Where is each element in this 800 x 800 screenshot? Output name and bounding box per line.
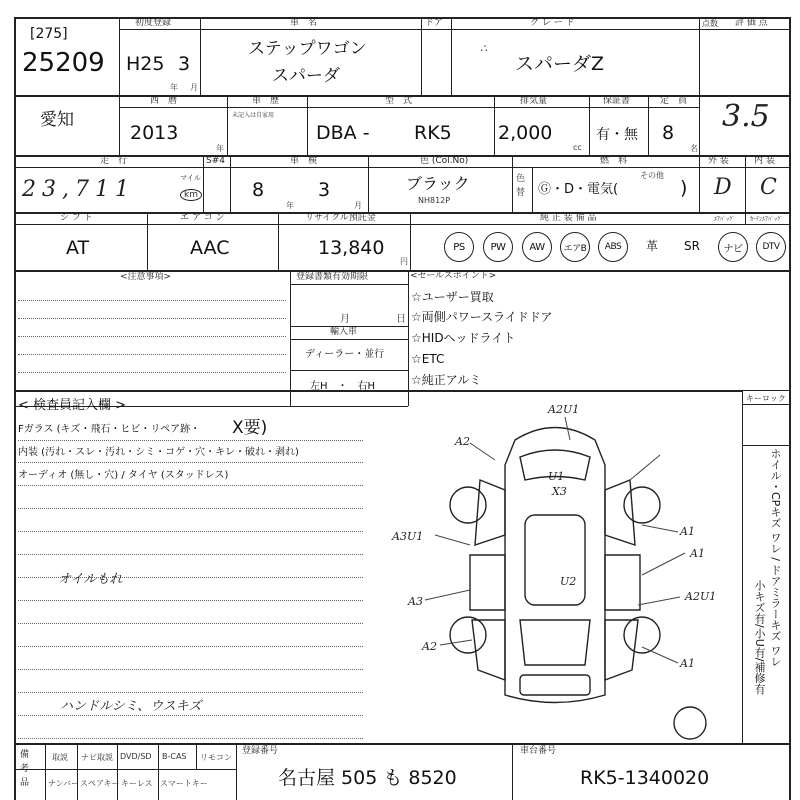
equip-abs: ABS [598, 232, 628, 262]
color-code: NH812P [418, 196, 451, 205]
cc-unit: cc [573, 143, 582, 152]
air-label: ｴｱﾊﾞｯｸﾞ [714, 216, 736, 223]
fuel-close: ) [680, 177, 688, 199]
footer-item-spare-key: スペアキー [80, 779, 120, 788]
region: 愛知 [40, 110, 74, 130]
plate-value: 名古屋 505 も 8520 [278, 767, 457, 789]
mileage-label: 走 行 [100, 156, 128, 166]
car-name-line1: ステップワゴン [248, 39, 367, 59]
ac-value: AAC [190, 237, 230, 259]
side-text: ホイル・CPキズ ワレ / ドアミラーキズ ワレ [769, 448, 782, 668]
equip-leather: 革 [646, 239, 659, 253]
displacement-value: 2,000 [498, 122, 553, 144]
first-reg-month: 3 [178, 53, 191, 75]
lot-number: 25209 [22, 48, 105, 78]
reg-month: 月 [340, 314, 350, 325]
inspection-year: 8 [252, 179, 265, 201]
color-label: 色 (Col.No) [420, 156, 469, 166]
inspection-label: 車 検 [290, 156, 318, 166]
lot-bracket: [275] [30, 26, 68, 42]
interior-value: C [760, 175, 777, 200]
footer-item-dvd: DVD/SD [120, 752, 152, 761]
mile-label: マイル [180, 174, 201, 182]
mark-a1-bottom: A1 [680, 657, 695, 670]
sales-point-1: ☆ユーザー買取 [411, 290, 494, 304]
exterior-label: 外 装 [708, 156, 729, 166]
ac-label: エ ア コ ン [180, 213, 225, 223]
inspection-year-unit: 年 [286, 201, 294, 210]
warranty-value: 有・無 [596, 127, 638, 143]
year-unit-2: 年 [216, 144, 224, 153]
exterior-value: D [714, 175, 732, 200]
equip-pw: PW [483, 232, 513, 262]
equip-sr: SR [684, 239, 700, 253]
inspector-line3: オーディオ (無し・穴) / タイヤ (スタッドレス) [18, 470, 229, 481]
first-reg-label: 初度登録 [135, 18, 172, 28]
equipment-label: 純 正 装 備 品 [540, 213, 597, 223]
plate-label: 登録番号 [242, 746, 279, 756]
equip-dtv: DTV [756, 232, 786, 262]
color-value: ブラック [406, 174, 470, 193]
handwritten-handle: ハンドルシミ、ウスキズ [60, 699, 202, 714]
footer-item-manual: 取説 [52, 753, 68, 762]
grade-value: スパーダZ [515, 53, 605, 75]
footer-item-bcas: B-CAS [162, 752, 187, 761]
import-label: 輸入車 [330, 327, 358, 337]
model-prefix: DBA - [316, 122, 370, 144]
year-unit: 年 [170, 83, 178, 92]
mark-a2-left: A2 [455, 435, 470, 448]
color-change-label: 色替 [516, 174, 526, 198]
car-diagram [380, 395, 740, 740]
yen-unit: 円 [400, 257, 408, 266]
sales-point-2: ☆両側パワースライドドア [411, 310, 553, 324]
recycle-value: 13,840 [318, 237, 385, 259]
km-label: km [180, 189, 202, 201]
grade-label: グ レ ー ド [530, 18, 575, 28]
handle-value: 左H ・ 右H [310, 381, 376, 392]
chassis-label: 車台番号 [520, 746, 557, 756]
recycle-label: リサイクル預託金 [305, 213, 376, 223]
western-label: 西 暦 [150, 96, 178, 106]
score-label: 点数 [702, 19, 718, 28]
fuel-other: その他 [640, 171, 664, 180]
fuel-label: 燃 料 [600, 156, 628, 166]
caution-label: <注意事項> [120, 272, 172, 282]
inspector-line1: Fガラス (キズ・飛石・ヒビ・リペア跡・ [18, 424, 201, 435]
warranty-label: 保証書 [603, 96, 631, 106]
western-value: 2013 [130, 122, 179, 144]
person-unit: 名 [690, 144, 698, 153]
sales-label: <セールスポイント> [410, 271, 497, 281]
car-name-label: 車 名 [290, 18, 318, 28]
handwritten-oil-leak: オイルもれ [58, 572, 123, 587]
reg-day: 日 [396, 314, 406, 325]
key-lock-label: キーロック [746, 394, 786, 403]
model-value: RK5 [414, 122, 452, 144]
footer-item-keyless: キーレス [121, 779, 153, 788]
car-name-line2: スパーダ [272, 66, 340, 86]
footer-item-navi-manual: ナビ取説 [81, 753, 113, 762]
mark-a3u1: A3U1 [392, 530, 424, 543]
mark-a1-a: A1 [680, 525, 695, 538]
mark-x3: X3 [552, 485, 567, 498]
inspection-month-unit: 月 [354, 201, 362, 210]
footer-item-remote: リモコン [200, 753, 232, 762]
side-text-2: 小キズ有/小U有/補修有 [753, 580, 766, 695]
capacity-value: 8 [662, 122, 675, 144]
month-unit: 月 [190, 83, 198, 92]
capacity-label: 定 員 [660, 96, 688, 106]
shift-value: AT [66, 237, 90, 259]
model-label: 型 式 [385, 96, 413, 106]
displacement-label: 排気量 [520, 96, 548, 106]
interior-label: 内 装 [754, 156, 775, 166]
inspector-line1-mark: X要) [232, 418, 268, 438]
equip-ps: PS [444, 232, 474, 262]
history-note: 未記入は自家用 [232, 112, 275, 119]
grade-mark: ∴ [480, 42, 487, 55]
curtain-label: ｶｰﾃﾝｴｱﾊﾞｯｸﾞ [750, 216, 784, 223]
eval-value: 3.5 [722, 99, 770, 134]
shift-label: シ フ ト [60, 213, 93, 223]
s-label: S#4 [206, 156, 225, 166]
footer-item-smart-key: スマートキー [160, 779, 208, 788]
chassis-value: RK5-1340020 [580, 767, 710, 789]
equip-airbag: エアB [560, 232, 590, 262]
mark-a1-b: A1 [690, 547, 705, 560]
mark-u1: U1 [548, 470, 565, 483]
sales-point-3: ☆HIDヘッドライト [411, 331, 516, 345]
history-label: 車 歴 [252, 96, 280, 106]
dealer-value: ディーラー・並行 [305, 349, 385, 360]
mark-a2-bottom: A2 [422, 640, 437, 653]
mark-a2u1-top: A2U1 [548, 403, 580, 416]
footer-label: 備考品 [20, 750, 30, 788]
fuel-value: Ⓖ・D・電気( [538, 182, 619, 197]
equip-aw: AW [522, 232, 552, 262]
first-reg-era: H25 [126, 53, 165, 75]
door-label: ドア [425, 18, 443, 28]
sales-point-5: ☆純正アルミ [411, 373, 482, 387]
sales-point-4: ☆ETC [411, 352, 445, 366]
footer-item-number: ナンバー [48, 779, 80, 788]
mileage-value: 23,711 [22, 177, 135, 202]
registration-label: 登録書類有効期限 [296, 272, 369, 282]
mark-a3-left: A3 [408, 595, 423, 608]
mark-u2: U2 [560, 575, 577, 588]
inspector-line2: 内装 (汚れ・スレ・汚れ・シミ・コゲ・穴・キレ・破れ・剥れ) [18, 447, 299, 458]
mark-a2u1-right: A2U1 [685, 590, 717, 603]
eval-label: 評 価 点 [735, 18, 768, 28]
equip-navi: ナビ [718, 232, 748, 262]
inspector-title: < 検査員記入欄 > [18, 398, 127, 413]
inspection-month: 3 [318, 179, 331, 201]
